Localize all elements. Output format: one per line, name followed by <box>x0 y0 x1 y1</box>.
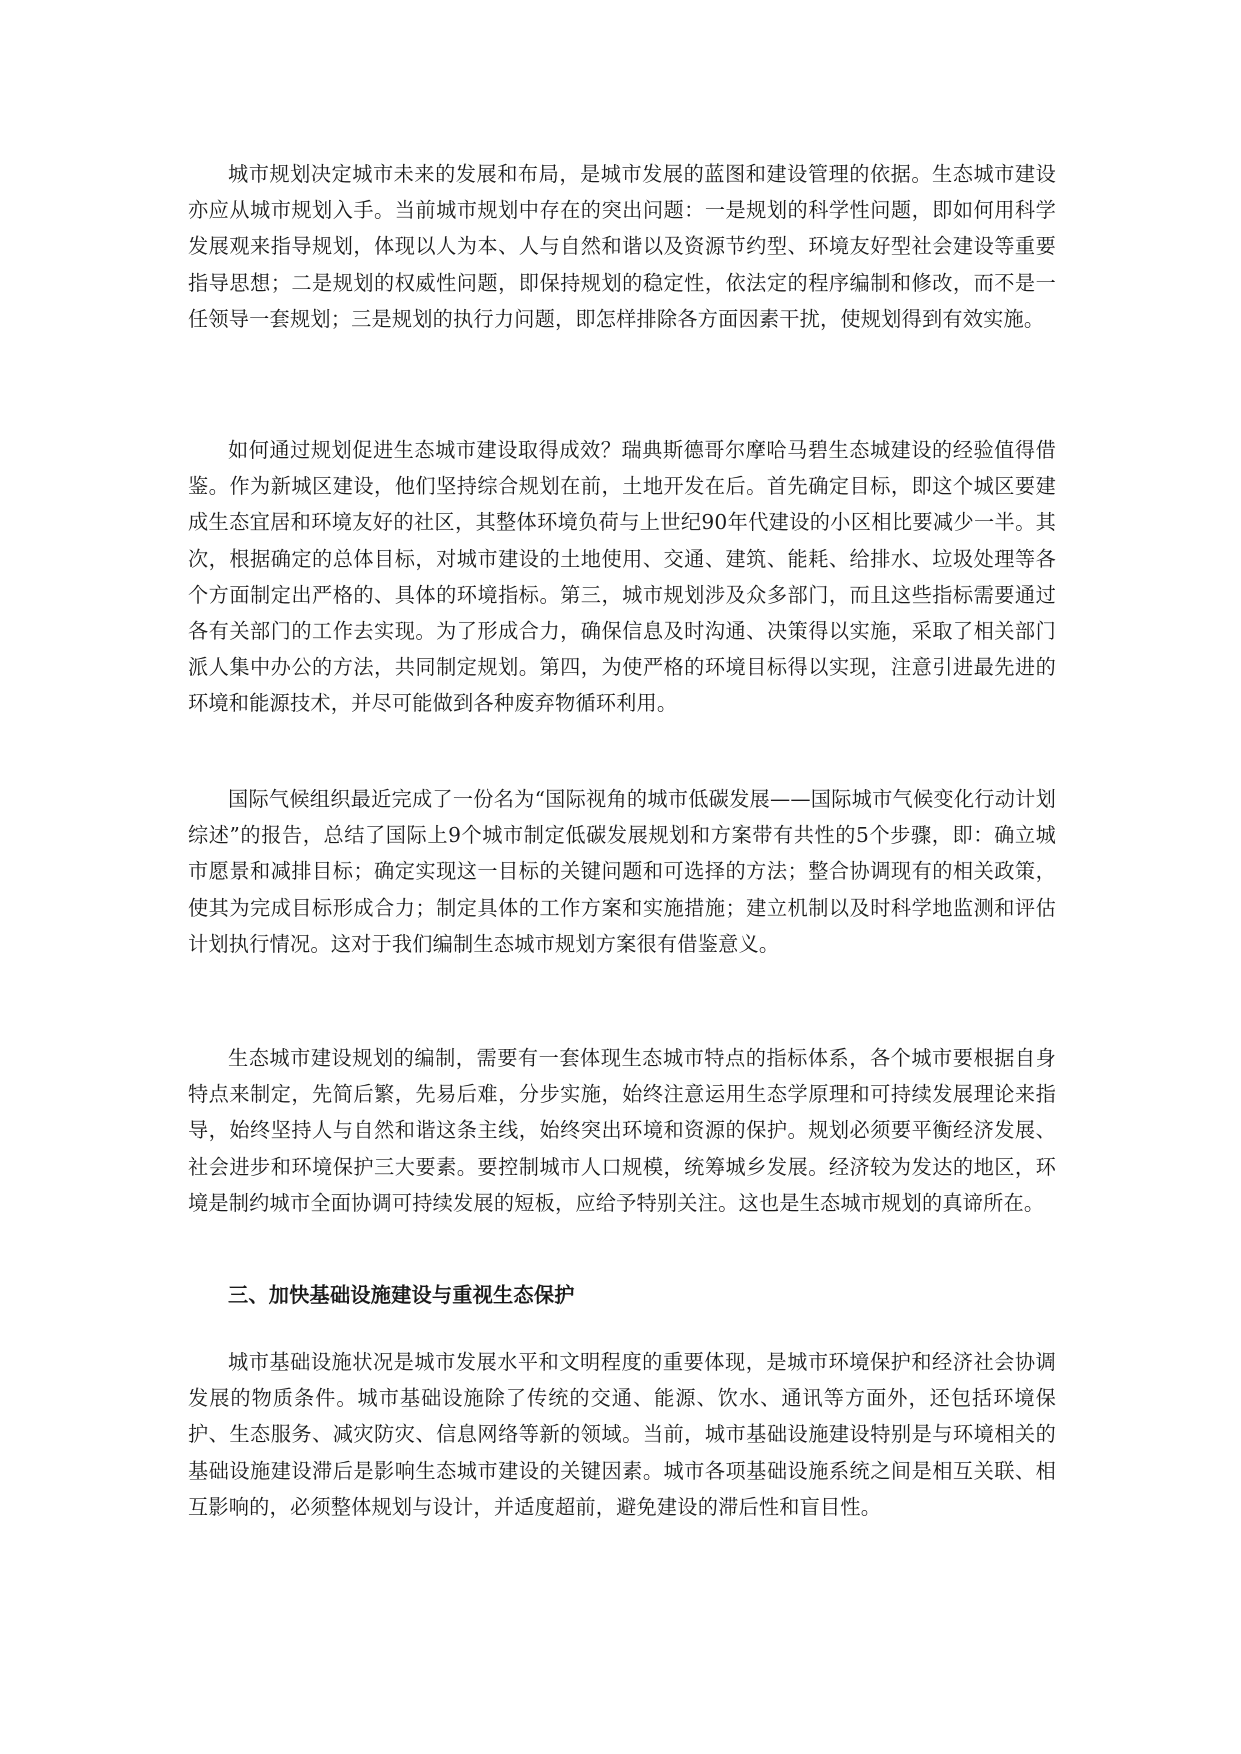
paragraph-low-carbon-report: 国际气候组织最近完成了一份名为“国际视角的城市低碳发展——国际城市气候变化行动计划综述”的报告，总结了国际上9个城市制定低碳发展规划和方案带有共性的5个步骤，即：确立城市愿景和减排目标；确定实现这一目标的关键问题和可选择的方法；整合协调现有的相关政策，使其为完成目标形成合力；制定具体的工作方案和实施措施；建立机制以及时科学地监测和评估计划执行情况。这对于我们编制生态城市规划方案很有借鉴意义。 <box>188 787 1056 956</box>
paragraph-infrastructure: 城市基础设施状况是城市发展水平和文明程度的重要体现，是城市环境保护和经济社会协调发展的物质条件。城市基础设施除了传统的交通、能源、饮水、通讯等方面外，还包括环境保护、生态服务、减灾防灾、信息网络等新的领域。当前，城市基础设施建设特别是与环境相关的基础设施建设滞后是影响生态城市建设的关键因素。城市各项基础设施系统之间是相互关联、相互影响的，必须整体规划与设计，并适度超前，避免建设的滞后性和盲目性。 <box>188 1350 1056 1519</box>
paragraph-urban-planning: 城市规划决定城市未来的发展和布局，是城市发展的蓝图和建设管理的依据。生态城市建设亦应从城市规划入手。当前城市规划中存在的突出问题：一是规划的科学性问题，即如何用科学发展观来指导规划，体现以人为本、人与自然和谐以及资源节约型、环境友好型社会建设等重要指导思想；二是规划的权威性问题，即保持规划的稳定性，依法定的程序编制和修改，而不是一任领导一套规划；三是规划的执行力问题，即怎样排除各方面因素干扰，使规划得到有效实施。 <box>188 162 1056 331</box>
section-heading: 三、加快基础设施建设与重视生态保护 <box>228 1283 575 1307</box>
paragraph-indicator-system: 生态城市建设规划的编制，需要有一套体现生态城市特点的指标体系，各个城市要根据自身特点来制定，先简后繁，先易后难，分步实施，始终注意运用生态学原理和可持续发展理论来指导，始终坚持人与自然和谐这条主线，始终突出环境和资源的保护。规划必须要平衡经济发展、社会进步和环境保护三大要素。要控制城市人口规模，统筹城乡发展。经济较为发达的地区，环境是制约城市全面协调可持续发展的短板，应给予特别关注。这也是生态城市规划的真谛所在。 <box>188 1046 1056 1215</box>
paragraph-hammarby-example: 如何通过规划促进生态城市建设取得成效？瑞典斯德哥尔摩哈马碧生态城建设的经验值得借鉴。作为新城区建设，他们坚持综合规划在前，土地开发在后。首先确定目标，即这个城区要建成生态宜居和环境友好的社区，其整体环境负荷与上世纪90年代建设的小区相比要减少一半。其次，根据确定的总体目标，对城市建设的土地使用、交通、建筑、能耗、给排水、垃圾处理等各个方面制定出严格的、具体的环境指标。第三，城市规划涉及众多部门，而且这些指标需要通过各有关部门的工作去实现。为了形成合力，确保信息及时沟通、决策得以实施，采取了相关部门派人集中办公的方法，共同制定规划。第四，为使严格的环境目标得以实现，注意引进最先进的环境和能源技术，并尽可能做到各种废弃物循环利用。 <box>188 438 1056 716</box>
